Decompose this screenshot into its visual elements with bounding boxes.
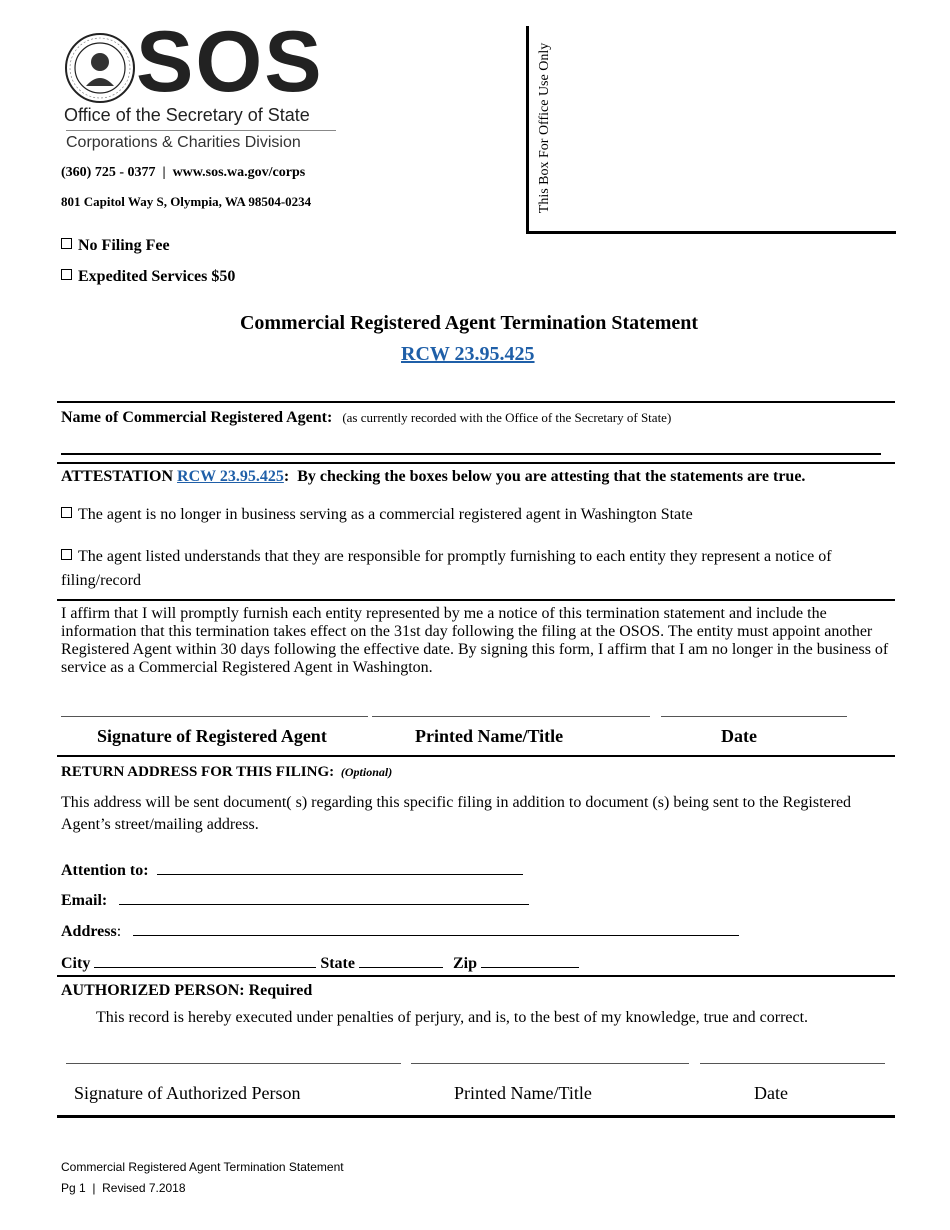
- zip-input[interactable]: [481, 953, 579, 968]
- office-address: 801 Capitol Way S, Olympia, WA 98504-0234: [61, 194, 312, 209]
- attestation-item-text: The agent listed understands that they are responsible for promptly furnishing to each entity they represent a notice of: [78, 548, 832, 565]
- authorized-signature-label: Signature of Authorized Person: [74, 1083, 301, 1103]
- address-field: Address:: [61, 921, 739, 941]
- attestation-item-text: The agent is no longer in business serving as a commercial registered agent in Washington State: [78, 506, 693, 523]
- authorized-printed-name-label: Printed Name/Title: [454, 1083, 592, 1103]
- attestation-rcw-link[interactable]: RCW 23.95.425: [177, 468, 284, 485]
- agent-signature-label: Signature of Registered Agent: [97, 726, 327, 746]
- return-address-heading: RETURN ADDRESS FOR THIS FILING: (Optional): [61, 764, 393, 780]
- authorized-printed-name-line[interactable]: [411, 1063, 689, 1064]
- agent-printed-name-line[interactable]: [372, 716, 650, 717]
- optional-note: (Optional): [340, 765, 393, 779]
- city-state-zip-field: [61, 953, 579, 973]
- zip-label: Zip: [452, 955, 477, 972]
- email-label: Email:: [61, 892, 108, 909]
- authorized-date-label: Date: [754, 1083, 788, 1103]
- office-name: Office of the Secretary of State: [64, 105, 310, 125]
- authorized-signature-line[interactable]: [66, 1063, 401, 1064]
- office-box-bottom-border: [526, 231, 896, 234]
- fee-option-no-fee[interactable]: [61, 237, 170, 255]
- city-label: City: [61, 955, 91, 972]
- division-name: Corporations & Charities Division: [66, 134, 301, 151]
- agent-printed-name-label: Printed Name/Title: [415, 726, 564, 746]
- state-seal-icon: [64, 32, 136, 104]
- office-use-label: This Box For Office Use Only: [537, 42, 552, 214]
- agent-name-label: Name of Commercial Registered Agent:: [61, 409, 333, 426]
- authorized-heading: AUTHORIZED PERSON: Required: [61, 982, 313, 999]
- agent-date-label: Date: [721, 726, 757, 746]
- attestation-item-1[interactable]: [61, 506, 693, 524]
- fee-option-label: Expedited Services $50: [78, 268, 236, 285]
- sos-letters: SOS: [136, 14, 324, 110]
- city-input[interactable]: [94, 953, 316, 968]
- office-box-left-border: [526, 26, 529, 234]
- authorized-date-line[interactable]: [700, 1063, 885, 1064]
- checkbox[interactable]: [61, 507, 72, 518]
- fee-option-expedited[interactable]: [61, 268, 235, 286]
- fee-option-label: No Filing Fee: [78, 237, 170, 254]
- sos-logo: [62, 14, 340, 155]
- address-input[interactable]: [133, 921, 739, 936]
- footer-form-name: Commercial Registered Agent Termination Statement: [61, 1160, 344, 1174]
- checkbox[interactable]: [61, 269, 72, 280]
- email-input[interactable]: [119, 890, 529, 905]
- return-address-description: This address will be sent document( s) regarding this specific filing in addition to document (s) being sent to the Registered Agent’s street/mailing address.: [61, 794, 852, 833]
- attention-label: Attention to:: [61, 862, 149, 879]
- state-input[interactable]: [359, 953, 443, 968]
- title-rcw-link[interactable]: RCW 23.95.425: [401, 343, 535, 365]
- checkbox[interactable]: [61, 549, 72, 560]
- agent-signature-line[interactable]: [61, 716, 368, 717]
- attestation-heading: ATTESTATION RCW 23.95.425: By checking the boxes below you are attesting that the statements are true.: [61, 468, 806, 485]
- attestation-item-text-cont: filing/record: [61, 572, 141, 589]
- agent-name-input[interactable]: [61, 453, 881, 455]
- attestation-item-2[interactable]: [61, 545, 832, 593]
- agent-date-line[interactable]: [661, 716, 847, 717]
- footer-page-info: Pg 1 | Revised 7.2018: [61, 1181, 186, 1195]
- checkbox[interactable]: [61, 238, 72, 249]
- contact-phone-web: (360) 725 - 0377 | www.sos.wa.gov/corps: [61, 165, 306, 180]
- attention-field: [61, 860, 523, 880]
- agent-name-field: [61, 409, 671, 427]
- email-field: [61, 890, 529, 910]
- attention-input[interactable]: [157, 860, 523, 875]
- agent-name-note: (as currently recorded with the Office of the Secretary of State): [342, 410, 672, 425]
- affirmation-text: I affirm that I will promptly furnish each entity represented by me a notice of this termination statement and include the information that this termination takes effect on the 31st day following the filing at the OSOS. The entity must appoint another Registered Agent within 30 days following the effective date. By signing this form, I affirm that I am no longer in the business of service as a Commercial Registered Agent in Washington.: [61, 605, 889, 676]
- form-title: Commercial Registered Agent Termination Statement: [239, 312, 699, 334]
- authorized-statement: This record is hereby executed under penalties of perjury, and is, to the best of my knowledge, true and correct.: [96, 1009, 809, 1026]
- state-label: State: [320, 955, 355, 972]
- address-label: Address: [61, 923, 117, 940]
